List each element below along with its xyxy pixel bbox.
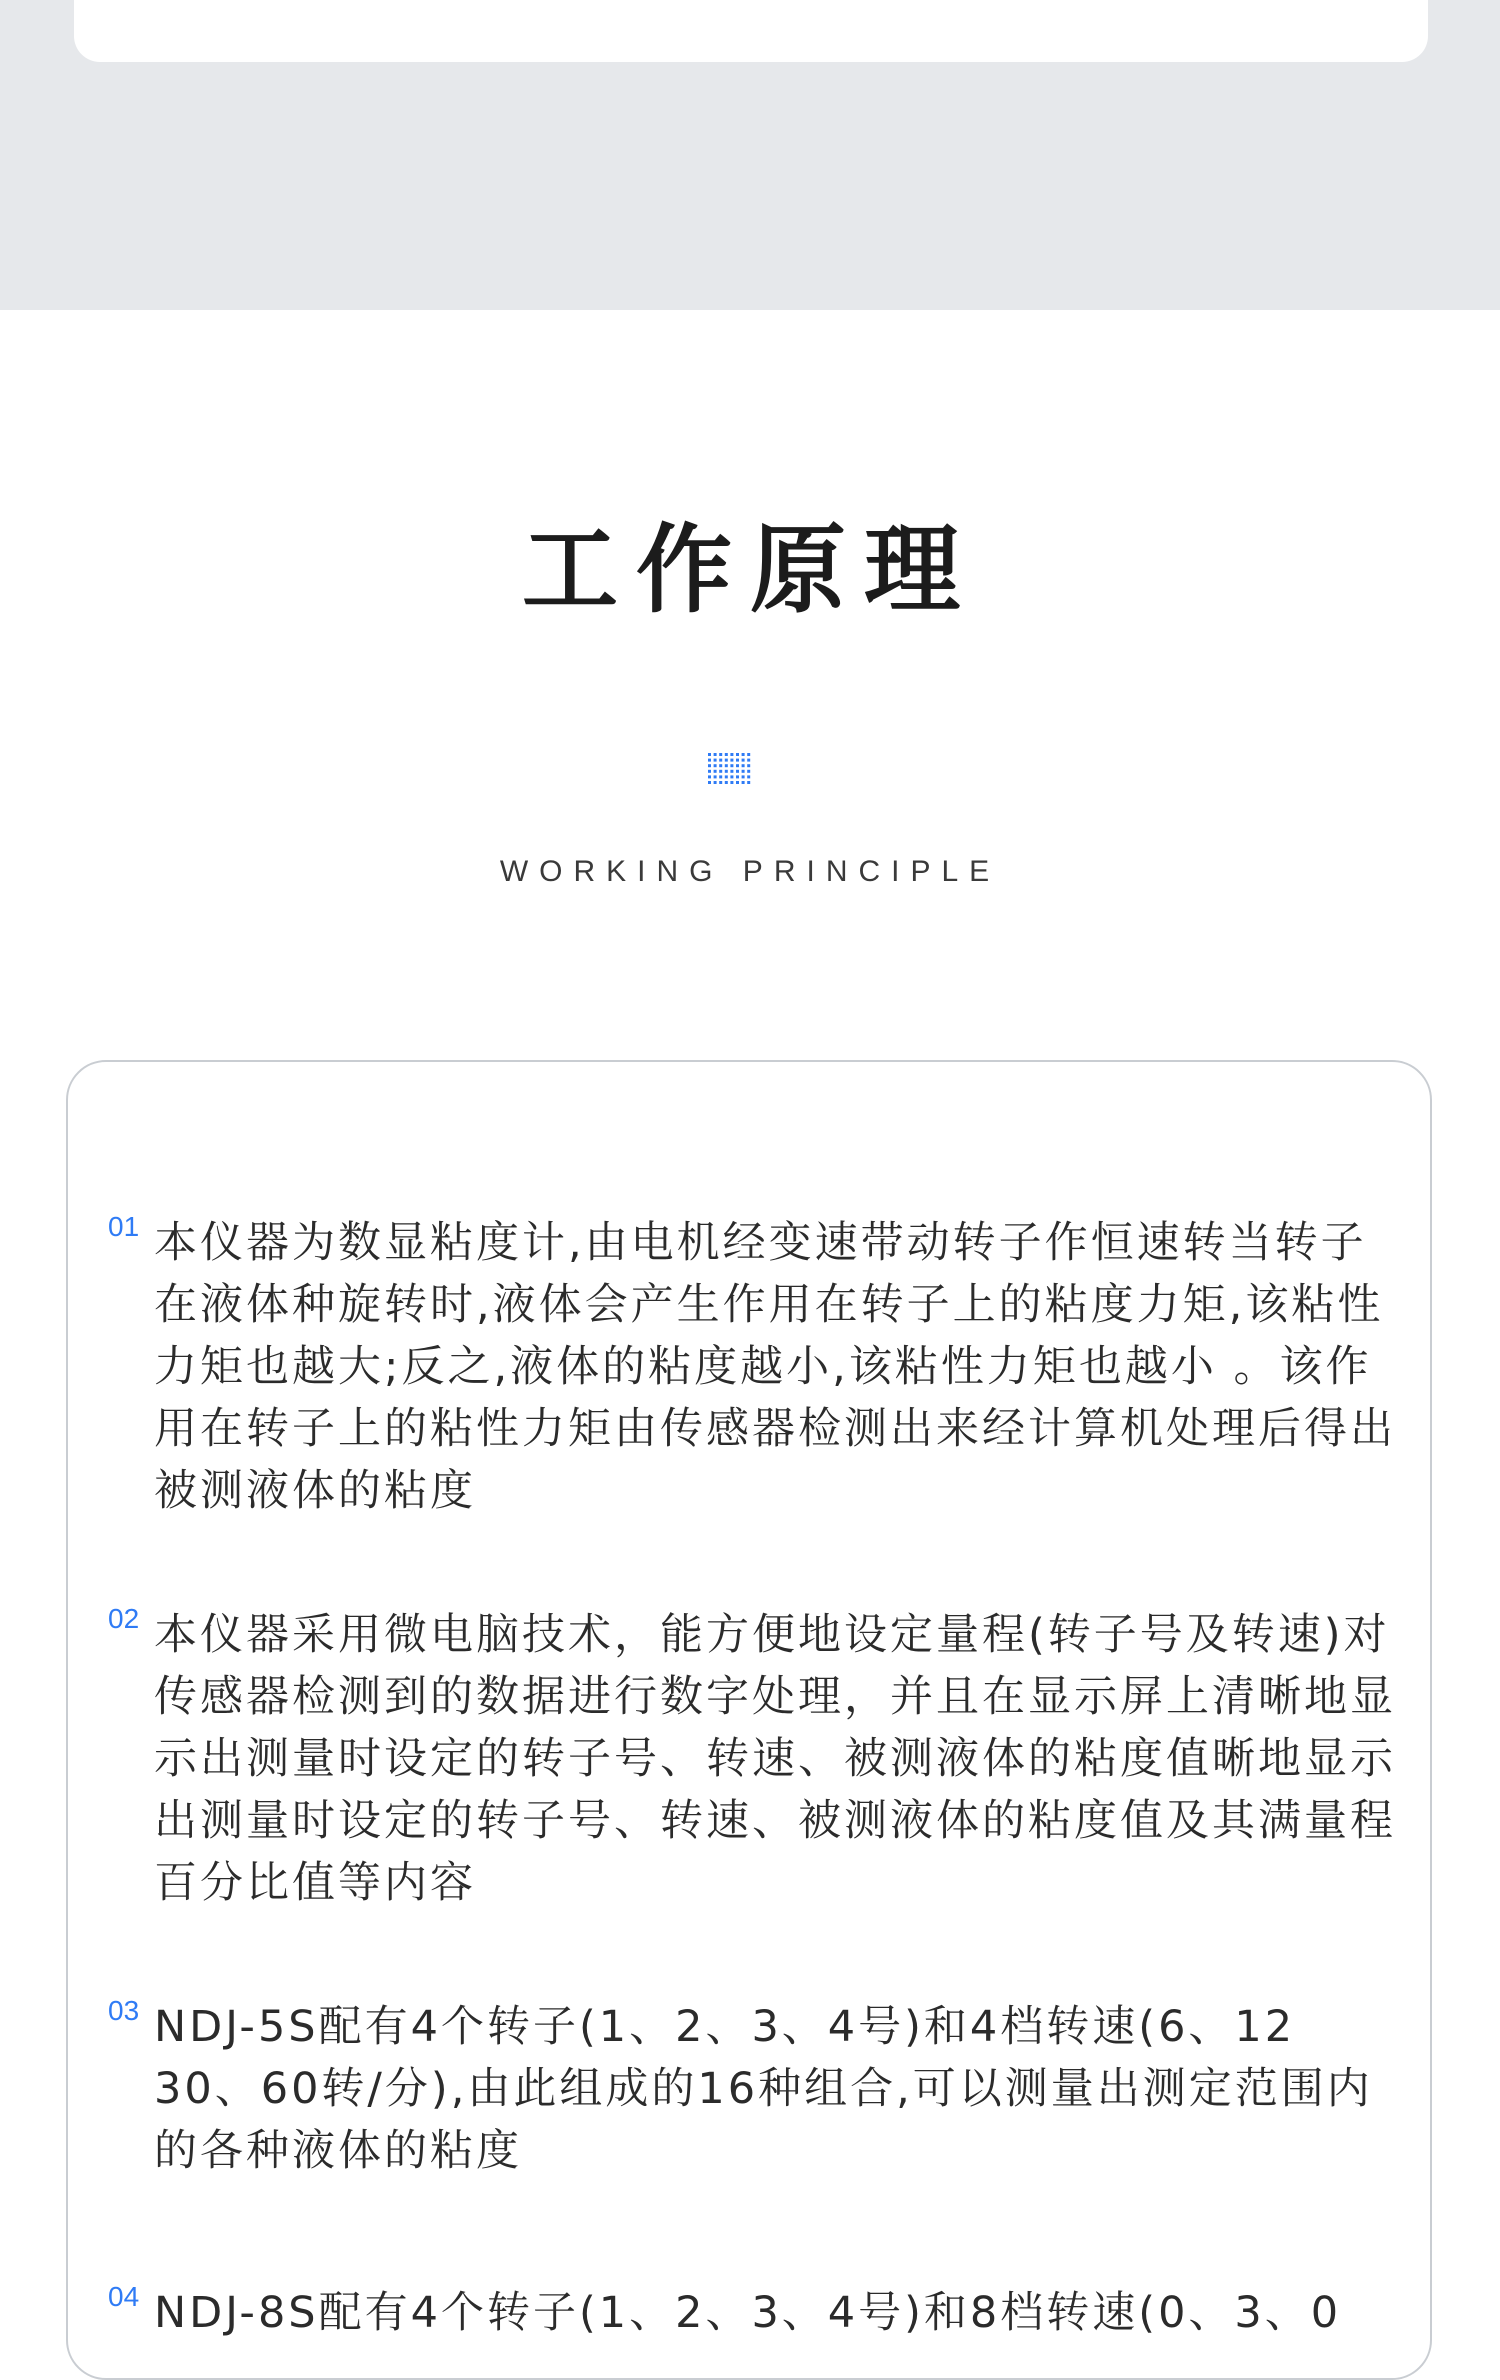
grid-dot (725, 781, 728, 784)
grid-dot (725, 775, 728, 778)
grid-dot (714, 781, 717, 784)
grid-dot (736, 770, 739, 773)
item-number: 04 (108, 2281, 140, 2312)
item-text: 本仪器为数显粘度计,由电机经变速带动转子作恒速转当转子在液体种旋转时,液体会产生作用在转子上的粘度力矩,该粘性力矩也越大;反之,液体的粘度越小,该粘性力矩也越小 。该作用在转子上的粘性力矩由传感器检测出来经计算机处理后得出被测液体的粘度 (154, 1218, 1396, 1516)
top-card (74, 0, 1428, 62)
grid-dot (730, 775, 733, 778)
grid-dot (714, 759, 717, 762)
grid-dot (736, 781, 739, 784)
grid-dot (730, 753, 733, 756)
grid-dot (725, 764, 728, 767)
grid-dot (747, 759, 750, 762)
grid-dot (742, 764, 745, 767)
item-text: NDJ-8S配有4个转子(1、2、3、4号)和8档转速(0、3、0 (154, 2288, 1342, 2338)
grid-dot (747, 764, 750, 767)
item-number: 01 (108, 1211, 140, 1242)
grid-dot (708, 775, 711, 778)
grid-dot (742, 753, 745, 756)
grid-dot (725, 770, 728, 773)
grid-dot (725, 753, 728, 756)
grid-dot (742, 775, 745, 778)
item-text: 本仪器采用微电脑技术，能方便地设定量程(转子号及转速)对传感器检测到的数据进行数字处理，并且在显示屏上清晰地显示出测量时设定的转子号、转速、被测液体的粘度值晰地显示出测量时设定的转子号、转速、被测液体的粘度值及其满量程百分比值等内容 (154, 1610, 1396, 1908)
grid-dot (747, 781, 750, 784)
section-subtitle: WORKING PRINCIPLE (499, 855, 1001, 888)
grid-dot (736, 764, 739, 767)
grid-dot (719, 759, 722, 762)
grid-dot (747, 753, 750, 756)
grid-dot (719, 781, 722, 784)
grid-dot (725, 759, 728, 762)
grid-dot (708, 770, 711, 773)
grid-dot (714, 775, 717, 778)
grid-dot (736, 753, 739, 756)
grid-dot (714, 764, 717, 767)
section-title: 工作原理 (522, 514, 978, 626)
grid-dot (708, 781, 711, 784)
grid-dot (742, 759, 745, 762)
dot-grid-icon (707, 752, 753, 788)
grid-dot (730, 764, 733, 767)
grid-dot (736, 775, 739, 778)
item-number: 02 (108, 1603, 140, 1634)
grid-dot (719, 764, 722, 767)
grid-dot (719, 753, 722, 756)
grid-dot (742, 770, 745, 773)
grid-dot (747, 770, 750, 773)
grid-dot (747, 775, 750, 778)
grid-dot (730, 770, 733, 773)
grid-dot (714, 770, 717, 773)
item-number: 03 (108, 1995, 140, 2026)
grid-dot (719, 775, 722, 778)
grid-dot (708, 753, 711, 756)
top-band (0, 0, 1500, 310)
grid-dot (708, 759, 711, 762)
grid-dot (742, 781, 745, 784)
grid-dot (736, 759, 739, 762)
grid-dot (714, 753, 717, 756)
grid-dot (719, 770, 722, 773)
grid-dot (730, 781, 733, 784)
grid-dot (708, 764, 711, 767)
item-text: NDJ-5S配有4个转子(1、2、3、4号)和4档转速(6、12 30、60转/分),由此组成的16种组合,可以测量出测定范围内的各种液体的粘度 (154, 2002, 1373, 2176)
grid-dot (730, 759, 733, 762)
